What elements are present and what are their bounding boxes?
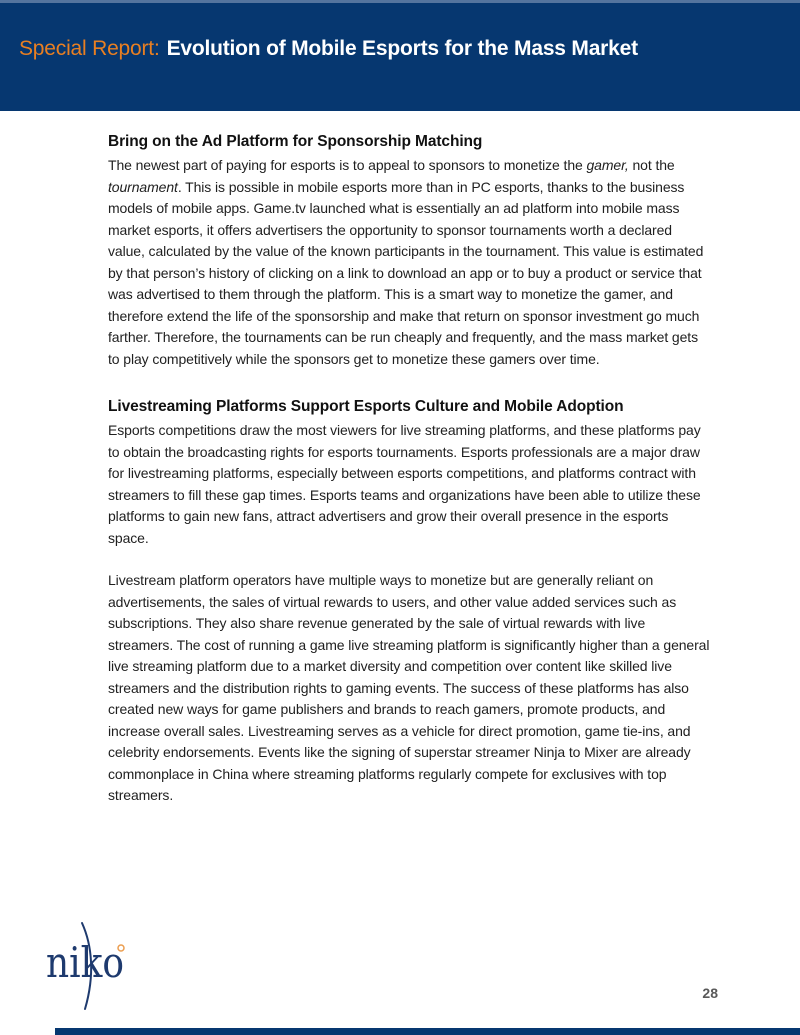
report-body (0, 111, 800, 807)
section-heading-livestreaming: Livestreaming Platforms Support Esports Culture and Mobile Adoption (108, 398, 624, 415)
paragraph-text: . This is possible in mobile esports more than in PC esports, thanks to the business models of mobile apps. Game.tv launched what is essentially an ad platform into mobile mass market esports, it offers advertisers the opportunity to sponsor tournaments worth a declared value, calculated by the value of the known participants in the tournament. This value is estimated by that person’s history of clicking on a link to download an app or to buy a product or service that was advertised to them through the platform. This is a smart way to monetize the gamer, and therefore extend the life of the sponsorship and make that return on sponsor investment go much farther. Therefore, the tournaments can be run cheaply and frequently, and the mass market gets to play competitively while the sponsors get to monetize these gamers over time. (108, 178, 704, 367)
paragraph-text: The newest part of paying for esports is to appeal to sponsors to monetize the (108, 157, 587, 173)
footer-rule (55, 1028, 800, 1035)
report-header (0, 0, 800, 111)
paragraph-livestreaming-2: Livestream platform operators have multiple ways to monetize but are generally reliant on advertisements, the sales of virtual rewards to users, and other value added services such as subscriptions. They also share revenue generated by the sale of virtual rewards with live streamers. The cost of running a game live streaming platform is significantly higher than a general live streaming platform due to a market diversity and competition over content like skilled live streamers and the distribution rights to gaming events. The success of these platforms has also created new ways for game publishers and brands to reach gamers, promote products, and increase overall sales. Livestreaming serves as a vehicle for direct promotion, game tie-ins, and celebrity endorsements. Events like the signing of superstar streamer Ninja to Mixer are already commonplace in China where streaming platforms regularly compete for exclusives with top streamers. (108, 572, 710, 803)
report-header-prefix: Special Report: (19, 37, 160, 60)
section-heading-ad-platform: Bring on the Ad Platform for Sponsorship Matching (108, 133, 483, 150)
page-number: 28 (702, 985, 718, 1001)
paragraph-text: not the (628, 157, 675, 173)
italic-word-tournament: tournament (108, 178, 178, 195)
italic-word-gamer: gamer, (586, 157, 629, 173)
paragraph-livestreaming-1: Esports competitions draw the most viewers for live streaming platforms, and these platforms pay to obtain the broadcasting rights for esports tournaments. Esports professionals are a major draw for livestreaming platforms, especially between esports competitions, and platforms contract with streamers to fill these gap times. Esports teams and organizations have been able to utilize these platforms to gain new fans, attract advertisers and grow their overall presence in the esports space. (108, 422, 701, 546)
paragraph-ad-platform (108, 155, 710, 370)
report-header-title: Evolution of Mobile Esports for the Mass Market (166, 37, 638, 60)
logo-wordmark: niko (46, 938, 124, 987)
niko-logo (40, 893, 160, 1019)
